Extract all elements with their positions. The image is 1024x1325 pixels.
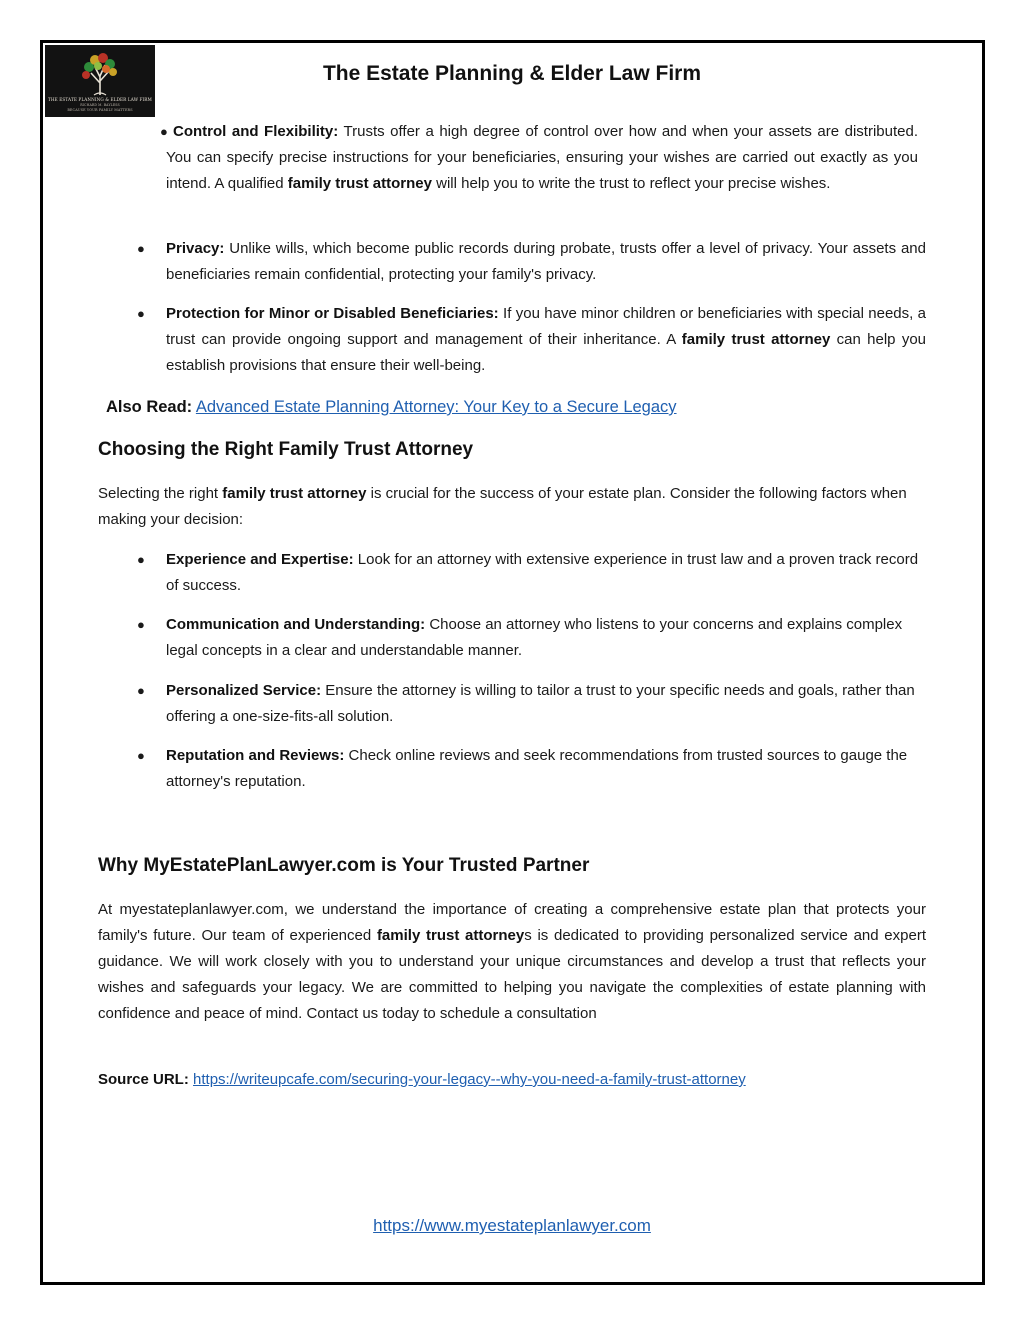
benefit-text: can help you establish provisions that ensure their well-being.: [166, 331, 927, 374]
benefit-label: Privacy:: [166, 240, 225, 257]
bullet-icon: ●: [137, 241, 145, 256]
bullet-icon: ●: [160, 124, 168, 139]
factor-item: [166, 678, 926, 730]
factor-text: Choose an attorney who listens to your concerns and explains complex legal concepts in a clear and understandable manner.: [166, 616, 903, 659]
logo-attorney-name: RICHARD M. BAYLESS: [80, 103, 120, 107]
factor-item: [166, 547, 926, 599]
benefit-item-protection: [166, 301, 926, 379]
why-text: s is dedicated to providing personalized service and expert guidance. We will work closely with you to understand your unique circumstances and develop a trust that reflects your wishes and safeguards your legacy. We are committed to helping you navigate the complexities of estate planning with confidence and peace of mind. Contact us today to schedule a consultation: [98, 927, 926, 1022]
footer-website-link[interactable]: https://www.myestateplanlawyer.com: [373, 1216, 651, 1235]
source-line: [98, 1067, 746, 1093]
also-read-label: Also Read:: [106, 398, 193, 416]
factor-label: Personalized Service:: [166, 682, 322, 699]
benefit-text: Unlike wills, which become public records during probate, trusts offer a level of privacy. Your assets and beneficiaries remain confidential, protecting your family's privacy.: [166, 240, 926, 283]
benefit-bold-text: family trust attorney: [681, 331, 831, 348]
page-title: The Estate Planning & Elder Law Firm: [322, 62, 702, 85]
benefit-text: Trusts offer a high degree of control over how and when your assets are distributed. You can specify precise instructions for your beneficiaries, ensuring your wishes are carried out exactly as you intend. A qualified: [166, 123, 918, 192]
also-read: [106, 394, 677, 420]
factor-text: Check online reviews and seek recommendations from trusted sources to gauge the attorney's reputation.: [166, 747, 908, 790]
section-heading-choosing: Choosing the Right Family Trust Attorney: [98, 439, 474, 460]
section-heading-why: Why MyEstatePlanLawyer.com is Your Trusted Partner: [98, 855, 590, 876]
intro-bold-text: family trust attorney: [222, 485, 367, 502]
bullet-icon: ●: [137, 306, 145, 321]
why-paragraph: [98, 897, 926, 1027]
footer: [0, 1216, 1024, 1236]
intro-text: is crucial for the success of your estate plan. Consider the following factors when making your decision:: [98, 485, 907, 528]
why-bold-text: family trust attorney: [376, 927, 525, 944]
bullet-icon: ●: [137, 683, 145, 698]
benefit-bold-text: family trust attorney: [287, 175, 432, 192]
also-read-link[interactable]: Advanced Estate Planning Attorney: Your Key to a Secure Legacy: [195, 398, 677, 416]
bullet-icon: ●: [137, 552, 145, 567]
factor-text: Ensure the attorney is willing to tailor a trust to your specific needs and goals, rather than offering a one-size-fits-all solution.: [166, 682, 915, 725]
source-label: Source URL:: [98, 1071, 189, 1088]
why-text: At myestateplanlawyer.com, we understand the importance of creating a comprehensive estate plan that protects your family's future. Our team of experienced: [98, 901, 926, 944]
source-link[interactable]: https://writeupcafe.com/securing-your-legacy--why-you-need-a-family-trust-attorney: [193, 1071, 746, 1088]
benefit-text: If you have minor children or beneficiaries with special needs, a trust can provide ongoing support and management of their inheritance. A: [166, 305, 926, 348]
choosing-intro: [98, 481, 926, 533]
logo-firm-name: THE ESTATE PLANNING & ELDER LAW FIRM: [48, 97, 152, 102]
benefit-label: Control and Flexibility:: [173, 123, 339, 140]
benefit-item-control: [166, 119, 918, 197]
factor-label: Communication and Understanding:: [166, 616, 426, 633]
logo-tagline: BECAUSE YOUR FAMILY MATTERS: [67, 108, 133, 112]
benefit-text: will help you to write the trust to reflect your precise wishes.: [431, 175, 831, 192]
bullet-icon: ●: [137, 748, 145, 763]
bullet-icon: ●: [137, 617, 145, 632]
benefit-label: Protection for Minor or Disabled Beneficiaries:: [166, 305, 499, 322]
factor-item: [166, 743, 926, 795]
benefit-item-privacy: [166, 236, 926, 288]
intro-text: Selecting the right: [98, 485, 223, 502]
factor-item: [166, 612, 926, 664]
factor-label: Reputation and Reviews:: [166, 747, 345, 764]
factor-label: Experience and Expertise:: [166, 551, 354, 568]
factor-text: Look for an attorney with extensive experience in trust law and a proven track record of success.: [166, 551, 919, 594]
